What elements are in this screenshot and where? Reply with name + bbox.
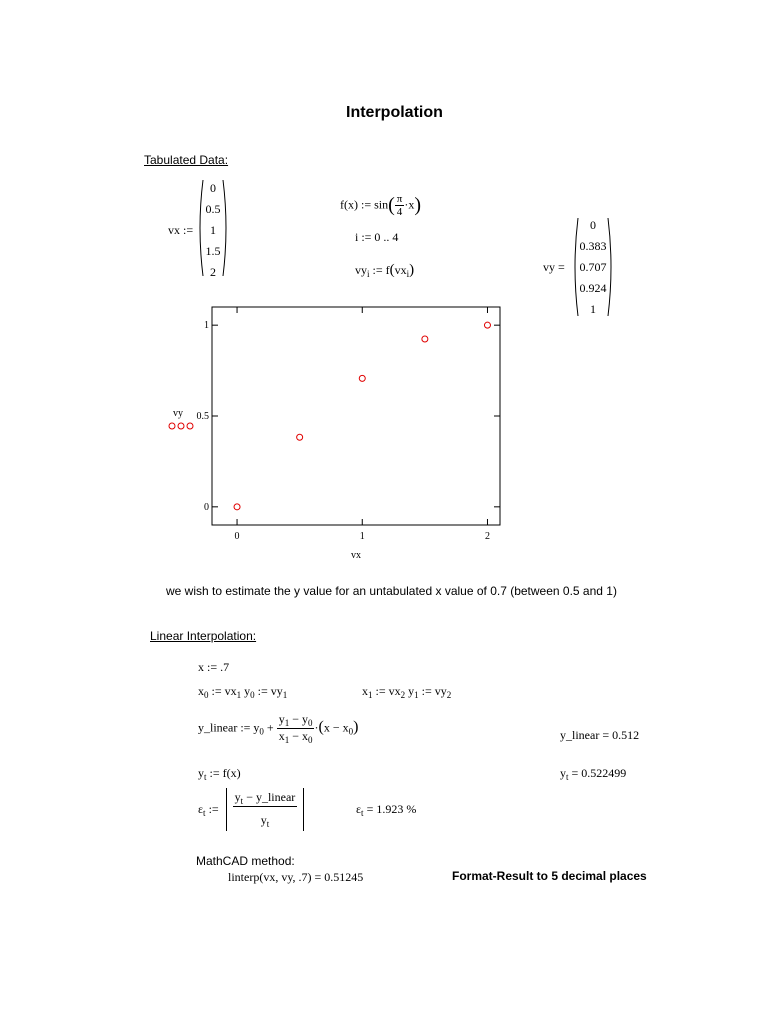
vx-value: 0 — [210, 181, 216, 195]
vx-value: 2 — [210, 265, 216, 279]
vx-value: 0.5 — [205, 202, 221, 216]
legend-marker — [187, 423, 193, 429]
vy-value: 0.383 — [579, 239, 607, 253]
x1-y1-definition: $x_1$ := $vx_2$ $y_1$ := $vy_2$ — [362, 684, 452, 700]
y-axis-label: vy — [173, 408, 183, 419]
data-point — [234, 504, 240, 510]
format-note: Format-Result to 5 decimal places — [452, 869, 647, 883]
f-definition: f(x) := sin( $\frac{\pi}{4}$ ·x) — [340, 193, 421, 218]
y-tick-label: 0 — [204, 501, 209, 513]
yt-result: $y_t = 0.522499$ — [560, 766, 627, 782]
mathcad-heading: MathCAD method: — [196, 854, 295, 868]
vy-value: 0.924 — [579, 281, 607, 295]
vx-label: vx := — [168, 223, 194, 237]
ylinear-result: y_linear = 0.512 — [560, 728, 640, 742]
vy-value: 0 — [590, 218, 596, 232]
x-tick-label: 1 — [359, 531, 365, 542]
vy-label: vy = — [543, 260, 565, 274]
page-title: Interpolation — [346, 104, 443, 121]
et-result: $\varepsilon_t = 1.923$ % — [356, 802, 417, 818]
vy-matrix — [571, 216, 615, 318]
x-axis-label: vx — [351, 550, 361, 560]
x0-y0-definition: $x_0$ := $vx_1$ $y_0$ := $vy_1$ — [198, 684, 288, 700]
vy-value: 0.707 — [579, 260, 607, 274]
data-point — [422, 336, 428, 342]
linterp-expression: linterp(vx, vy, .7) = 0.51245 — [228, 870, 364, 884]
vx-value: 1.5 — [205, 244, 221, 258]
vy-value: 1 — [590, 302, 596, 316]
vx-value: 1 — [210, 223, 216, 237]
data-point — [484, 322, 490, 328]
data-point — [359, 375, 365, 381]
tabulated-heading: Tabulated Data: — [144, 153, 229, 167]
y-tick-label: 0.5 — [196, 411, 209, 422]
ylinear-definition: y_linear := $y_0$ + $\frac{y_1 - y_0}{x_1 - x_0}$ $\cdot(x - x_0)$ — [198, 712, 359, 745]
range-definition: i := 0 .. 4 — [355, 230, 399, 244]
y-tick-label: 1 — [204, 320, 209, 332]
data-point — [297, 434, 303, 440]
x-tick-label: 0 — [234, 531, 240, 542]
yt-definition: $y_t$ := f(x) — [198, 766, 241, 782]
et-definition: $\varepsilon_t$ := $\frac{y_t - y\_linear}{y_t}$ — [198, 788, 304, 831]
legend-marker — [178, 423, 184, 429]
plot-frame — [212, 307, 500, 525]
vy-definition: $vy_i$ := $f(vx_i)$ — [355, 262, 415, 279]
linear-heading: Linear Interpolation: — [150, 629, 257, 643]
legend-marker — [169, 423, 175, 429]
intro-text: we wish to estimate the y value for an untabulated x value of 0.7 (between 0.5 and 1) — [166, 584, 617, 598]
x-definition: x := .7 — [198, 660, 230, 674]
scatter-chart — [160, 300, 560, 560]
x-tick-label: 2 — [484, 531, 490, 542]
vx-matrix — [196, 178, 230, 278]
